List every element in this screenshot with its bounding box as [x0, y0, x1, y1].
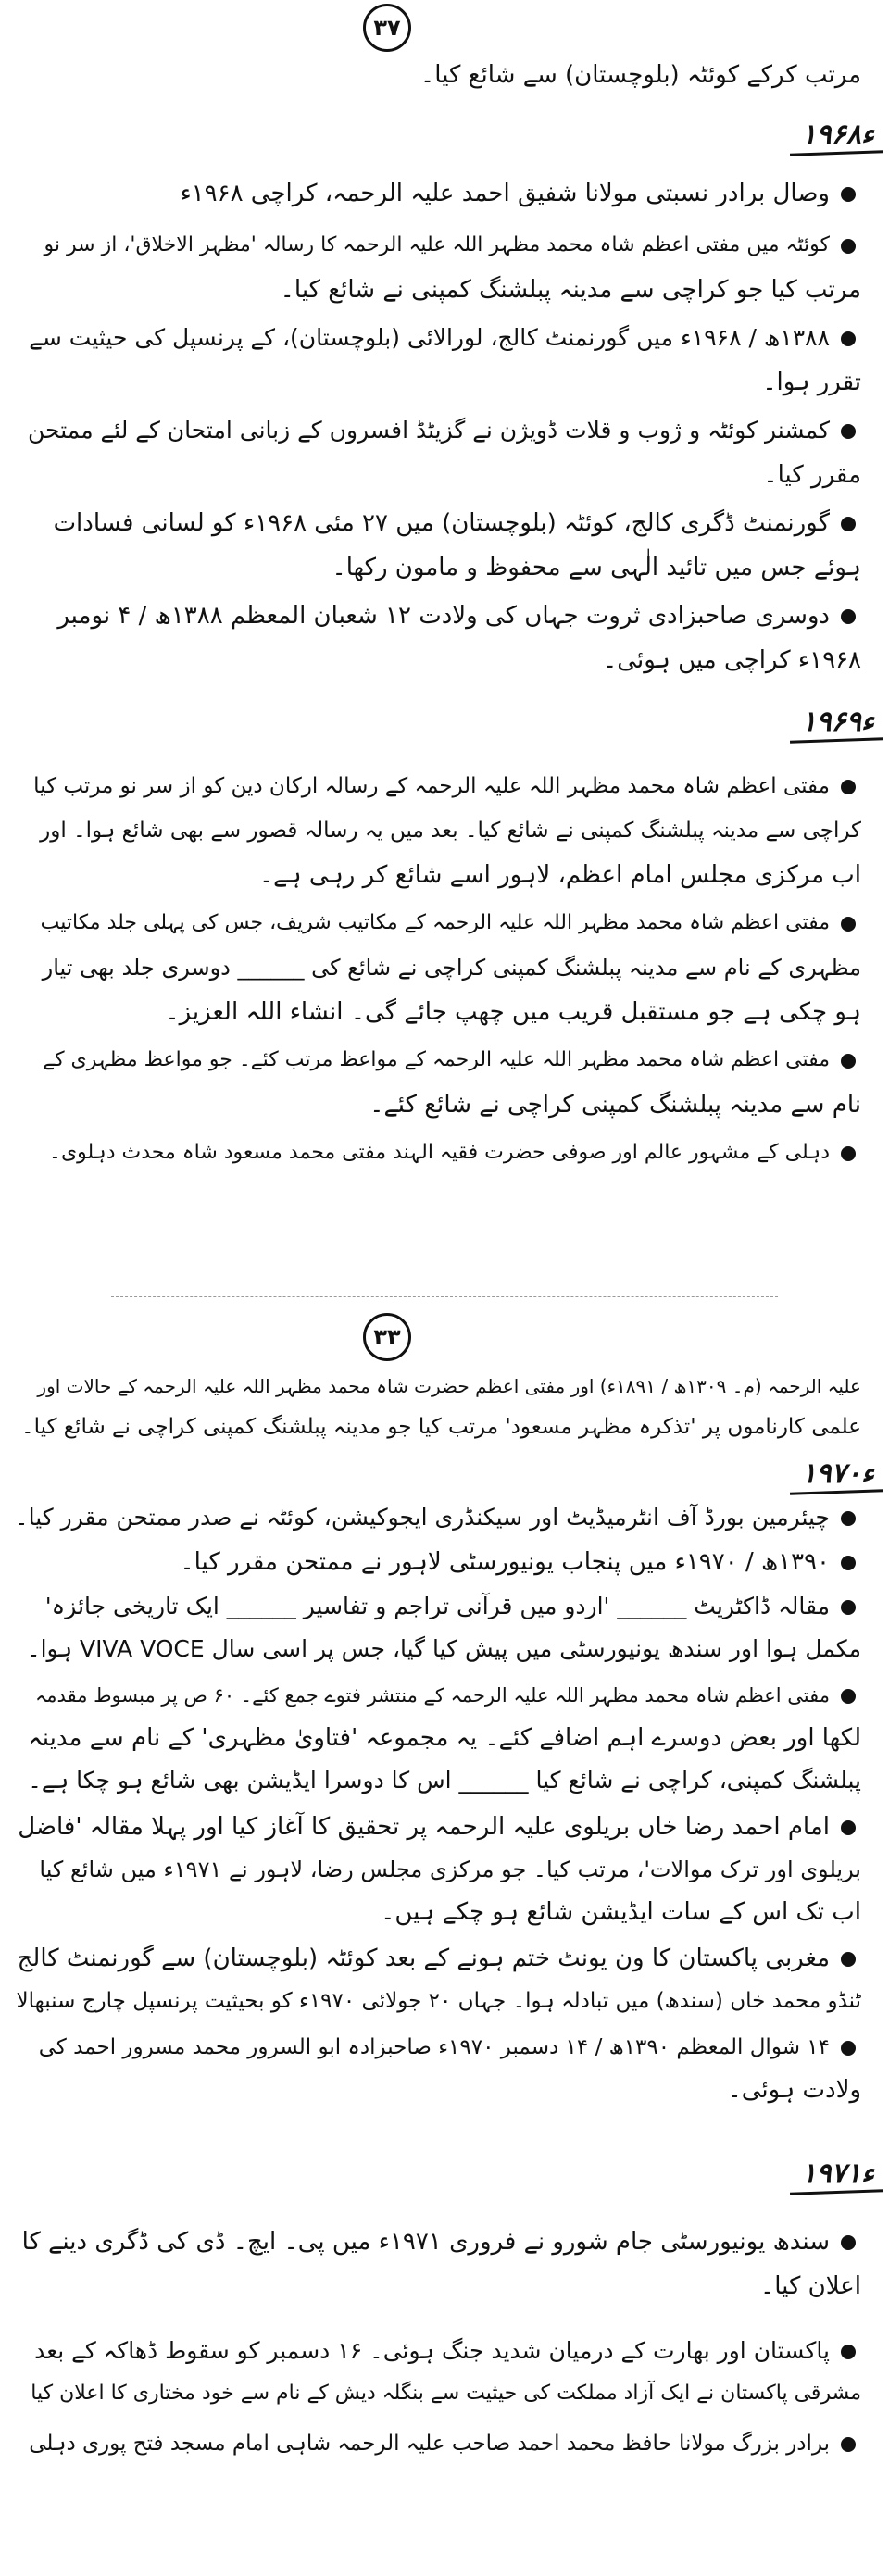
entry-1970-1-line-1: چیئرمین بورڈ آف انٹرمیڈیٹ اور سیکنڈری ایجوکیشن، کوئٹہ نے صدر ممتحن مقرر کیا۔ — [14, 1504, 830, 1531]
bullet-icon — [841, 780, 856, 794]
entry-1970-5-line-1: امام احمد رضا خاں بریلوی علیہ الرحمہ پر تحقیق کا آغاز کیا اور پہلا مقالہ 'فاضل — [18, 1813, 830, 1841]
entry-1969-1-line-1: مفتی اعظم شاہ محمد مظہر اللہ علیہ الرحمہ کے رسالہ ارکان دین کو از سر نو مرتب کیا — [33, 774, 830, 798]
year-heading-1968: ۱۹۶۸ء — [801, 119, 874, 151]
entry-1970-7-line-1: ۱۴ شوال المعظم ۱۳۹۰ھ / ۱۴ دسمبر ۱۹۷۰ء صاحبزادہ ابو السرور محمد مسرور احمد کی — [38, 2035, 830, 2059]
page-divider — [111, 1296, 778, 1297]
bullet-icon — [841, 609, 856, 624]
bullet-icon — [841, 1054, 856, 1069]
bullet-icon — [841, 1820, 856, 1835]
bullet-icon — [841, 187, 856, 202]
entry-1968-6-line-1: دوسری صاحبزادی ثروت جہاں کی ولادت ۱۲ شعبان المعظم ۱۳۸۸ھ / ۴ نومبر — [57, 602, 830, 630]
entry-1970-5-line-2: بریلوی اور ترک موالات'، مرتب کیا۔ جو مرکزی مجلس رضا، لاہور نے ۱۹۷۱ء میں شائع کیا — [39, 1857, 861, 1882]
entry-1969-2-line-3: ہو چکی ہے جو مستقبل قریب میں چھپ جائے گی۔ انشاء اللہ العزیز۔ — [165, 998, 861, 1026]
intro2-line-1: علیہ الرحمہ (م۔ ۱۳۰۹ھ / ۱۸۹۱ء) اور مفتی اعظم حضرت شاہ محمد مظہر اللہ علیہ الرحمہ کے حالات اور — [37, 1375, 861, 1397]
entry-1970-6-line-2: ٹنڈو محمد خاں (سندھ) میں تبادلہ ہوا۔ جہاں ۲۰ جولائی ۱۹۷۰ء کو بحیثیت پرنسپل چارج سنبھالا — [16, 1989, 861, 2013]
bullet-icon — [841, 331, 856, 346]
entry-1968-3-line-1: ۱۳۸۸ھ / ۱۹۶۸ء میں گورنمنٹ کالج، لورالائی (بلوچستان)، کے پرنسپل کی حیثیت سے — [29, 324, 830, 351]
bullet-icon — [841, 2437, 856, 2452]
bullet-icon — [841, 1146, 856, 1161]
page-number-top: ۳۷ — [363, 4, 411, 52]
entry-1968-5-line-1: گورنمنٹ ڈگری کالج، کوئٹہ (بلوچستان) میں ۲۷ مئی ۱۹۶۸ء کو لسانی فسادات — [53, 509, 830, 537]
year-heading-1969: ۱۹۶۹ء — [801, 706, 874, 738]
bullet-icon — [841, 424, 856, 439]
entry-1969-3-line-2: نام سے مدینہ پبلشنگ کمپنی کراچی نے شائع کئے۔ — [369, 1091, 861, 1119]
entry-1970-7-line-2: ولادت ہوئی۔ — [727, 2076, 861, 2104]
entry-1971-1-line-2: اعلان کیا۔ — [760, 2272, 861, 2300]
entry-1968-2-line-1: کوئٹہ میں مفتی اعظم شاہ محمد مظہر اللہ علیہ الرحمہ کا رسالہ 'مظہر الاخلاق'، از سر نو — [44, 233, 830, 256]
intro2-line-2: علمی کارناموں پر 'تذکرہ مظہر مسعود' مرتب کیا جو مدینہ پبلشنگ کمپنی کراچی نے شائع کیا۔ — [21, 1415, 861, 1439]
entry-1968-2-line-2: مرتب کیا جو کراچی سے مدینہ پبلشنگ کمپنی نے شائع کیا۔ — [280, 276, 861, 304]
bullet-icon — [841, 2345, 856, 2359]
bullet-icon — [841, 1600, 856, 1615]
year-heading-1970: ۱۹۷۰ء — [801, 1457, 874, 1490]
entry-1969-2-line-1: مفتی اعظم شاہ محمد مظہر اللہ علیہ الرحمہ کے مکاتیب شریف، جس کی پہلی جلد مکاتیب — [40, 911, 830, 934]
entry-1970-4-line-3: پبلشنگ کمپنی، کراچی نے شائع کیا ______ اس کا دوسرا ایڈیشن بھی شائع ہو چکا ہے۔ — [28, 1767, 861, 1794]
entry-1971-2-line-2: مشرقی پاکستان نے ایک آزاد مملکت کی حیثیت سے بنگلہ دیش کے نام سے خود مختاری کا اعلان کیا — [31, 2382, 861, 2405]
entry-1968-6-line-2: ۱۹۶۸ء کراچی میں ہوئی۔ — [603, 646, 861, 674]
intro-line: مرتب کرکے کوئٹہ (بلوچستان) سے شائع کیا۔ — [420, 61, 861, 89]
entry-1969-3-line-1: مفتی اعظم شاہ محمد مظہر اللہ علیہ الرحمہ کے مواعظ مرتب کئے۔ جو مواعظ مظہری کے — [43, 1048, 830, 1071]
entry-1968-5-line-2: ہوئے جس میں تائید الٰہی سے محفوظ و مامون رکھا۔ — [332, 554, 861, 581]
entry-1969-1-line-2: کراچی سے مدینہ پبلشنگ کمپنی نے شائع کیا۔ بعد میں یہ رسالہ قصور سے بھی شائع ہوا۔ اور — [40, 819, 861, 843]
entry-1970-6-line-1: مغربی پاکستان کا ون یونٹ ختم ہونے کے بعد کوئٹہ (بلوچستان) سے گورنمنٹ کالج — [17, 1945, 830, 1972]
entry-1970-4-line-1: مفتی اعظم شاہ محمد مظہر اللہ علیہ الرحمہ کے منتشر فتوے جمع کئے۔ ۶۰ ص پر مبسوط مقدمہ — [35, 1684, 830, 1707]
entry-1970-3-line-2: مکمل ہوا اور سندھ یونیورسٹی میں پیش کیا گیا، جس پر اسی سال VIVA VOCE ہوا۔ — [26, 1635, 861, 1662]
bullet-icon — [841, 1511, 856, 1526]
bullet-icon — [841, 2041, 856, 2056]
bullet-icon — [841, 517, 856, 531]
page-number-middle: ۳۳ — [363, 1313, 411, 1361]
entry-1968-3-line-2: تقرر ہوا۔ — [762, 369, 861, 396]
year-heading-1971: ۱۹۷۱ء — [801, 2157, 874, 2190]
entry-1970-3-line-1: مقالہ ڈاکٹریٹ ______ 'اردو میں قرآنی تراجم و تفاسیر ______ ایک تاریخی جائزہ' — [44, 1593, 830, 1619]
entry-1969-1-line-3: اب مرکزی مجلس امام اعظم، لاہور اسے شائع کر رہی ہے۔ — [258, 861, 861, 889]
entry-1968-4-line-1: کمشنر کوئٹہ و ژوب و قلات ڈویژن نے گزیٹڈ افسروں کے زبانی امتحان کے لئے ممتحن — [28, 417, 830, 444]
entry-1971-2-line-1: پاکستان اور بھارت کے درمیان شدید جنگ ہوئی۔ ۱۶ دسمبر کو سقوط ڈھاکہ کے بعد — [34, 2337, 830, 2364]
bullet-icon — [841, 239, 856, 254]
bullet-icon — [841, 1952, 856, 1967]
bullet-icon — [841, 1689, 856, 1704]
bullet-icon — [841, 917, 856, 932]
entry-1971-3-line-1: برادر بزرگ مولانا حافظ محمد احمد صاحب علیہ الرحمہ شاہی امام مسجد فتح پوری دہلی — [29, 2432, 830, 2456]
entry-1970-4-line-2: لکھا اور بعض دوسرے اہم اضافے کئے۔ یہ مجموعہ 'فتاویٰ مظہری' کے نام سے مدینہ — [28, 1724, 861, 1752]
bullet-icon — [841, 1556, 856, 1570]
bullet-icon — [841, 2235, 856, 2250]
entry-1968-1-line-1: وصال برادر نسبتی مولانا شفیق احمد علیہ الرحمہ، کراچی ۱۹۶۸ء — [180, 180, 830, 207]
entry-1970-2-line-1: ۱۳۹۰ھ / ۱۹۷۰ء میں پنجاب یونیورسٹی لاہور نے ممتحن مقرر کیا۔ — [180, 1548, 830, 1576]
entry-1970-5-line-3: اب تک اس کے سات ایڈیشن شائع ہو چکے ہیں۔ — [381, 1898, 861, 1926]
entry-1968-4-line-2: مقرر کیا۔ — [763, 461, 861, 489]
entry-1969-4-line-1: دہلی کے مشہور عالم اور صوفی حضرت فقیہ الہند مفتی محمد مسعود شاہ محدث دہلوی۔ — [49, 1141, 830, 1164]
entry-1971-1-line-1: سندھ یونیورسٹی جام شورو نے فروری ۱۹۷۱ء میں پی۔ ایچ۔ ڈی کی ڈگری دینے کا — [21, 2228, 830, 2256]
entry-1969-2-line-2: مظہری کے نام سے مدینہ پبلشنگ کمپنی کراچی نے شائع کی ______ دوسری جلد بھی تیار — [42, 955, 861, 981]
